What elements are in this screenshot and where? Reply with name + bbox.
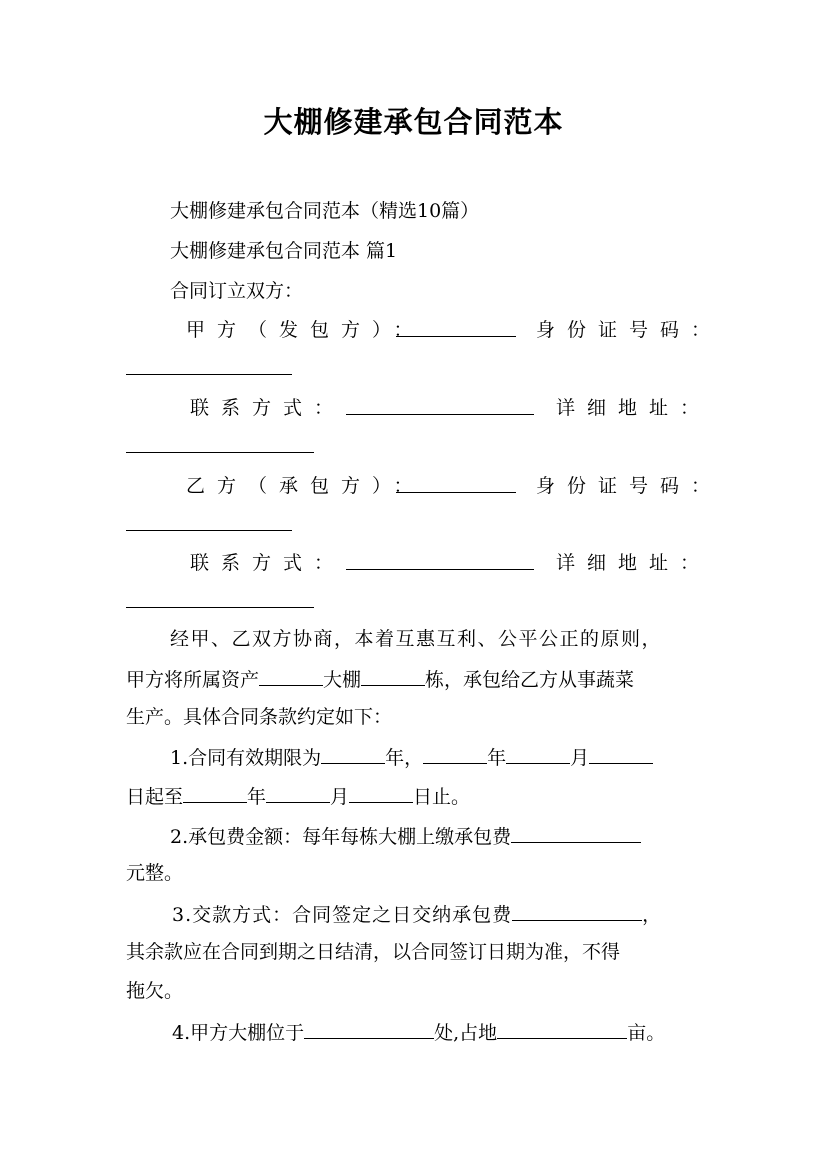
party-a-name-blank	[396, 316, 516, 337]
party-b-address-label: 详细地址：	[556, 552, 712, 574]
party-a-address-blank	[126, 432, 314, 453]
intro-line-3: 生产。具体合同条款约定如下：	[126, 706, 393, 728]
party-a-address-label: 详细地址：	[556, 397, 712, 419]
clause-text: 2.承包费金额：每年每栋大棚上缴承包费	[170, 826, 512, 848]
party-a-contact-blank	[346, 394, 534, 415]
party-b-id-label: 身份证号码：	[536, 475, 723, 497]
party-a-id-blank	[126, 354, 292, 375]
clause-1-line-2	[126, 782, 470, 810]
deposit-blank	[512, 900, 642, 921]
clause-text: 月	[330, 786, 350, 808]
clause-text: 处,占地	[434, 1022, 498, 1044]
start-year-blank	[423, 743, 487, 764]
party-b-contact-blank	[346, 549, 534, 570]
clause-1-line-1	[170, 743, 653, 771]
greenhouse-count-blank	[361, 665, 425, 686]
intro-text: 栋，承包给乙方从事蔬菜	[425, 669, 635, 691]
term-years-blank	[321, 743, 385, 764]
clause-2-line-1	[170, 822, 641, 850]
party-b-id-blank	[126, 510, 292, 531]
clause-text: 年，	[385, 747, 424, 769]
start-month-blank	[506, 743, 570, 764]
section-heading: 大棚修建承包合同范本 篇1	[170, 240, 398, 262]
party-b-name-blank	[396, 472, 516, 493]
party-a-label: 甲方（发包方）：	[186, 319, 425, 341]
clause-text: 亩。	[627, 1022, 666, 1044]
end-day-blank	[349, 782, 413, 803]
party-a-id-label: 身份证号码：	[536, 319, 723, 341]
clause-3-line-3: 拖欠。	[126, 980, 184, 1002]
location-blank	[304, 1018, 434, 1039]
clause-3-line-1	[172, 900, 662, 928]
party-b-address-blank	[126, 587, 314, 608]
parties-intro: 合同订立双方：	[170, 280, 304, 302]
fee-amount-blank	[511, 822, 641, 843]
party-b-contact-label: 联系方式：	[190, 552, 346, 574]
clause-3-line-2: 其余款应在合同到期之日结清，以合同签订日期为准，不得	[126, 941, 621, 963]
clause-text: 月	[570, 747, 590, 769]
end-month-blank	[266, 782, 330, 803]
clause-text: ，	[642, 904, 663, 926]
clause-text: 日起至	[126, 786, 184, 808]
clause-4-line-1	[172, 1018, 665, 1046]
intro-text: 大棚	[323, 669, 362, 691]
party-b-label: 乙方（承包方）：	[186, 475, 425, 497]
clause-text: 3.交款方式：合同签定之日交纳承包费	[172, 904, 513, 926]
area-blank	[497, 1018, 627, 1039]
subtitle: 大棚修建承包合同范本（精选10篇）	[170, 200, 480, 222]
clause-text: 年	[487, 747, 507, 769]
clause-text: 日止。	[413, 786, 471, 808]
intro-text: 甲方将所属资产	[126, 669, 260, 691]
clause-text: 1.合同有效期限为	[170, 747, 322, 769]
clause-2-line-2: 元整。	[126, 862, 184, 884]
document-title: 大棚修建承包合同范本	[263, 105, 564, 139]
intro-line-2	[126, 665, 634, 693]
intro-line-1: 经甲、乙双方协商，本着互惠互利、公平公正的原则，	[170, 628, 663, 650]
start-day-blank	[589, 743, 653, 764]
clause-text: 年	[247, 786, 267, 808]
end-year-blank	[183, 782, 247, 803]
party-a-contact-label: 联系方式：	[190, 397, 346, 419]
clause-text: 4.甲方大棚位于	[172, 1022, 305, 1044]
asset-blank	[259, 665, 323, 686]
